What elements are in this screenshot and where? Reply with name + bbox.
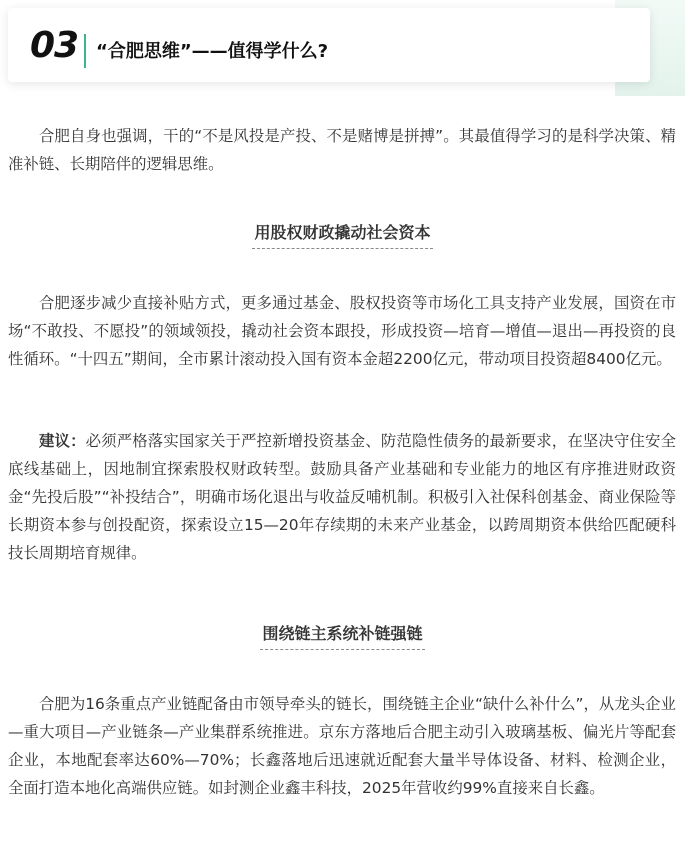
section-title: “合肥思维”——值得学什么? <box>96 41 329 62</box>
section-number: 03 <box>30 25 79 66</box>
advice-text: 必须严格落实国家关于严控新增投资基金、防范隐性债务的最新要求，在坚决守住安全底线基础上，因地制宜探索股权财政转型。鼓励具备产业基础和专业能力的地区有序推进财政资金“先投后股”“补投结合”，明确市场化退出与收益反哺机制。积极引入社保科创基金、商业保险等长期资本参与创投配资，探索设立15—20年存续期的未来产业基金，以跨周期资本供给匹配硬科技长周期培育规律。 <box>8 432 676 562</box>
subheading-chain-strengthening <box>0 621 685 650</box>
equity-finance-paragraph: 合肥逐步减少直接补贴方式，更多通过基金、股权投资等市场化工具支持产业发展，国资在市场“不敢投、不愿投”的领域领投，撬动社会资本跟投，形成投资—培育—增值—退出—再投资的良性循环。“十四五”期间，全市累计滚动投入国有资本金超2200亿元，带动项目投资超8400亿元。 <box>8 294 676 368</box>
section-divider-bar <box>84 34 86 68</box>
subheading-chain-strengthening-text: 围绕链主系统补链强链 <box>260 621 424 650</box>
chain-paragraph: 合肥为16条重点产业链配备由市领导牵头的链长，围绕链主企业“缺什么补什么”，从龙头企业—重大项目—产业链条—产业集群系统推进。京东方落地后合肥主动引入玻璃基板、偏光片等配套企业，本地配套率达60%—70%；长鑫落地后迅速就近配套大量半导体设备、材料、检测企业，全面打造本地化高端供应链。如封测企业鑫丰科技，2025年营收约99%直接来自长鑫。 <box>8 695 676 797</box>
advice-label: 建议： <box>39 432 86 450</box>
advice-paragraph <box>8 427 676 567</box>
subheading-equity-finance-text: 用股权财政撬动社会资本 <box>252 220 432 249</box>
section-header-card <box>8 8 650 82</box>
subheading-equity-finance <box>0 220 685 249</box>
intro-paragraph: 合肥自身也强调，干的“不是风投是产投、不是赌博是拼搏”。其最值得学习的是科学决策、精准补链、长期陪伴的逻辑思维。 <box>8 127 676 173</box>
section-header <box>0 0 685 96</box>
